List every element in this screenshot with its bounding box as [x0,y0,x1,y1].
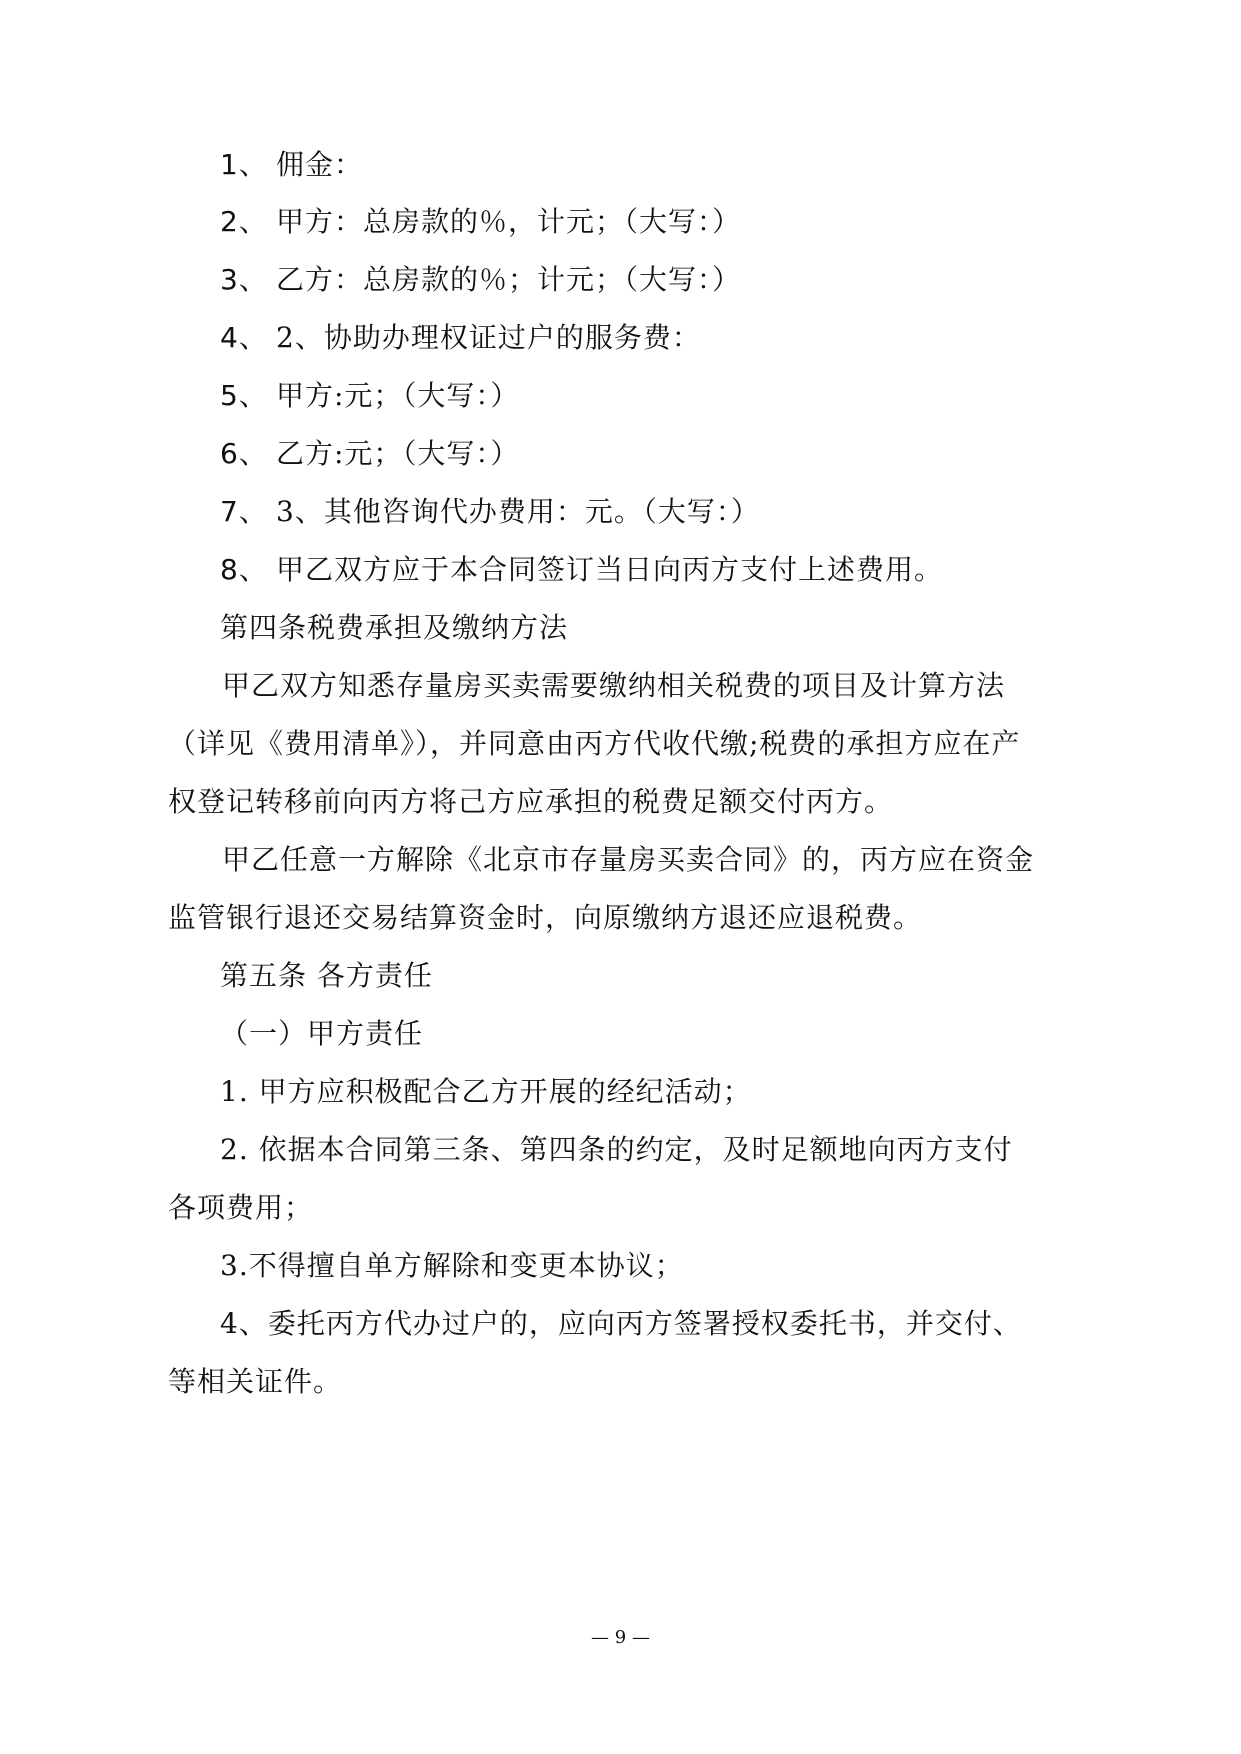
list-item [220,147,363,183]
list-item-text: 甲方：总房款的％，计元；（大写：） [276,205,742,238]
list-item-number: 5、 [220,379,268,412]
paragraph-line: 4、委托丙方代办过户的，应向丙方签署授权委托书，并交付、 [220,1307,1022,1340]
paragraph-line: 等相关证件。 [168,1365,343,1398]
list-item [220,262,741,298]
list-item-number: 8、 [220,553,268,586]
article-4-heading: 第四条税费承担及缴纳方法 [220,611,569,644]
paragraph-line: 1. 甲方应积极配合乙方开展的经纪活动； [220,1075,752,1108]
list-item [220,378,519,414]
list-item [220,494,760,530]
list-item [220,552,943,588]
paragraph-line: 甲乙任意一方解除《北京市存量房买卖合同》的，丙方应在资金 [222,843,1035,876]
paragraph-line: 监管银行退还交易结算资金时，向原缴纳方退还应退税费。 [168,901,923,934]
section-subheading: （一）甲方责任 [220,1017,424,1050]
list-item-text: 2、协助办理权证过户的服务费： [276,321,701,354]
paragraph-line: 权登记转移前向丙方将己方应承担的税费足额交付丙方。 [168,785,894,818]
paragraph-line: 甲乙双方知悉存量房买卖需要缴纳相关税费的项目及计算方法 [222,669,1006,702]
list-item-number: 2、 [220,205,268,238]
paragraph-line: 2. 依据本合同第三条、第四条的约定，及时足额地向丙方支付 [220,1133,1013,1166]
list-item-number: 4、 [220,321,268,354]
article-5-heading: 第五条 各方责任 [220,959,433,992]
list-item [220,320,701,356]
list-item-text: 甲乙双方应于本合同签订当日向丙方支付上述费用。 [276,553,944,586]
list-item-text: 乙方:元；（大写：） [276,437,520,470]
list-item-text: 乙方：总房款的％；计元；（大写：） [276,263,742,296]
list-item-number: 1、 [220,148,268,181]
list-item [220,436,519,472]
page-number: — 9 — [591,1627,650,1648]
list-item [220,204,741,240]
list-item-text: 甲方:元；（大写：） [276,379,520,412]
paragraph-line: 各项费用； [168,1191,314,1224]
paragraph-line: （详见《费用清单》），并同意由丙方代收代缴;税费的承担方应在产 [168,727,1021,760]
list-item-text: 佣金： [276,148,364,181]
list-item-number: 7、 [220,495,268,528]
list-item-number: 6、 [220,437,268,470]
paragraph-line: 3.不得擅自单方解除和变更本协议； [220,1249,684,1282]
list-item-number: 3、 [220,263,268,296]
list-item-text: 3、其他咨询代办费用：元。（大写：） [276,495,760,528]
